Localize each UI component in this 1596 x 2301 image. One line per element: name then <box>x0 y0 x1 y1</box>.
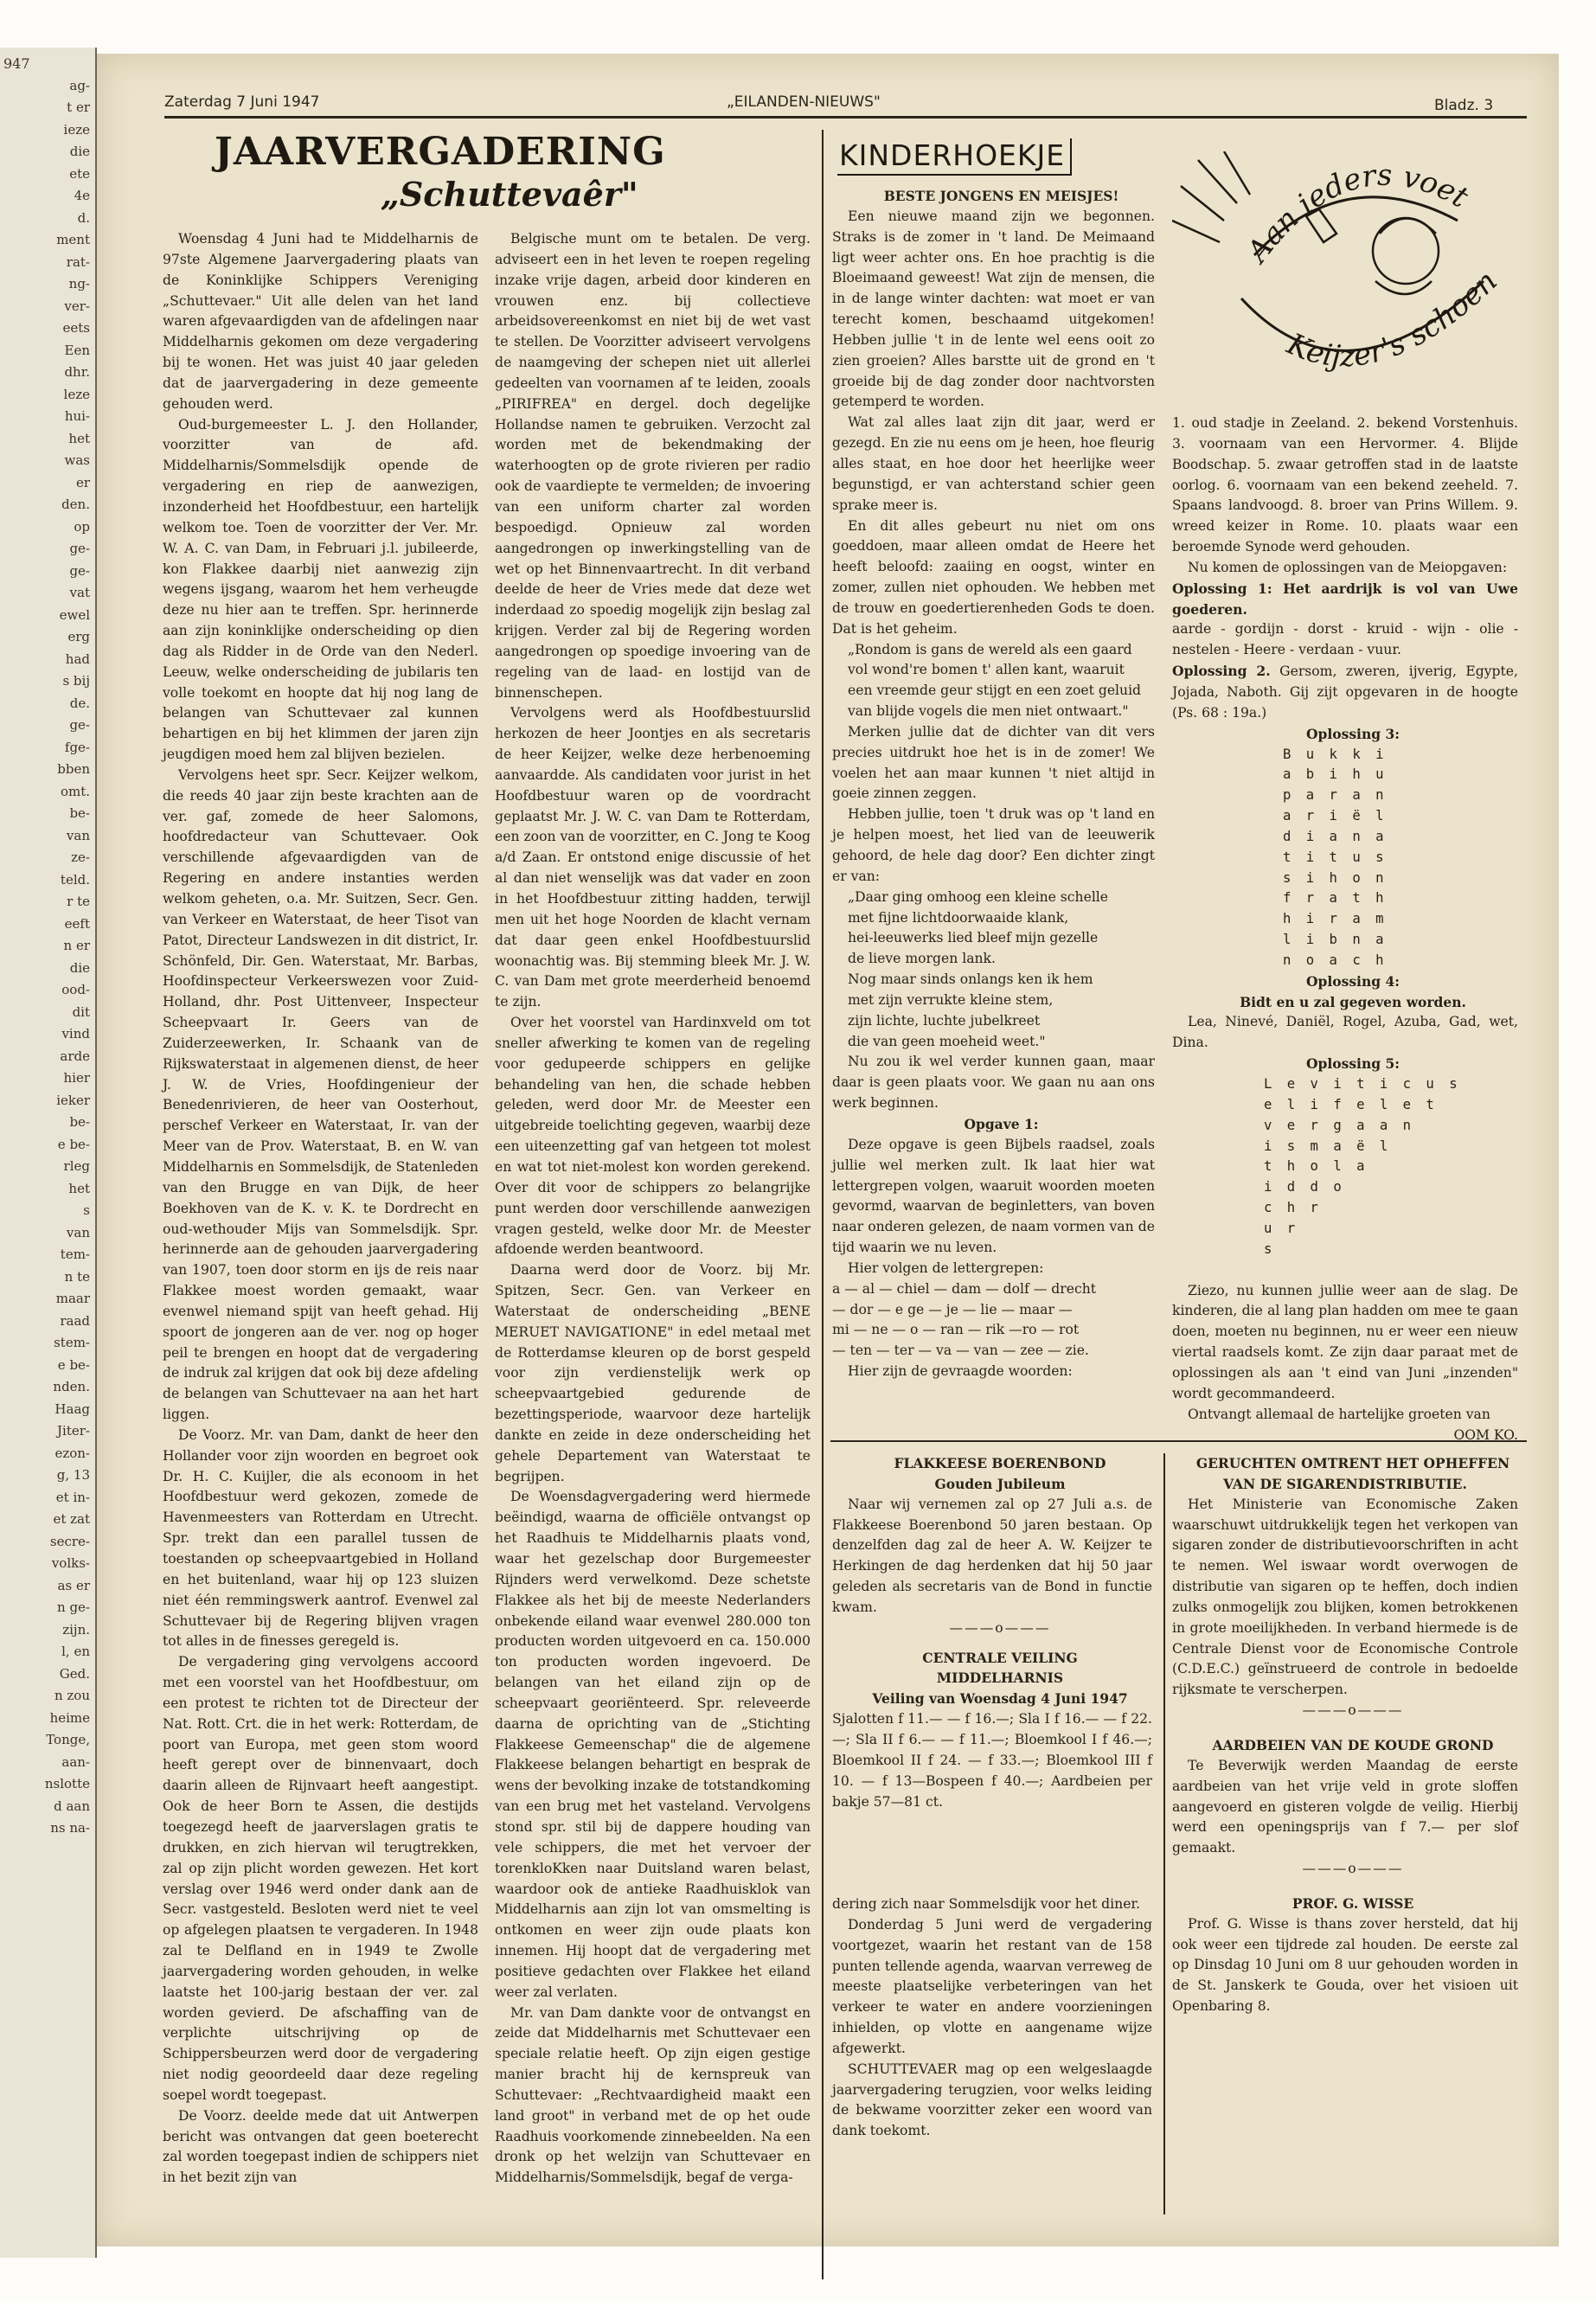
opl5-row: s <box>1264 1240 1276 1257</box>
prev-page-line: tem- <box>60 1247 90 1262</box>
prev-page-line: ag- <box>69 77 90 93</box>
opl1-text: aarde - gordijn - dorst - kruid - wijn - olie - nestelen - Heere - verdaan - vuur. <box>1172 621 1518 658</box>
opl5-title: Oplossing 5: <box>1306 1055 1400 1073</box>
prev-page-line: nden. <box>53 1379 90 1394</box>
flakkeese-title: FLAKKEESE BOERENBOND <box>894 1455 1106 1471</box>
prev-page-line: volks- <box>51 1555 90 1571</box>
veiling-title2: MIDDELHARNIS <box>936 1670 1064 1687</box>
prev-page-line: ng- <box>68 276 90 292</box>
prev-page-line: van <box>66 827 90 843</box>
prev-page-line: die <box>69 959 90 976</box>
prev-page-line: Haag <box>54 1400 90 1417</box>
logo-top-text: Aan ieders voet <box>1240 157 1474 269</box>
prev-page-line: ezon- <box>54 1445 90 1461</box>
col1-p3: Vervolgens heet spr. Secr. Keijzer welkom, die reeds 40 jaar zijn beste krachten aan de ver. gaf, zomede de heer Salomons, hoofdredacteur van Schuttevaer. Ook verschillende afgevaardigden van de Regering en andere instanties werden welkom geheten, o.a. Mr. Suitzen, Secr. Gen. van Verkeer en Waterstaat, de heer Tisot van Patot, Directeur Landswezen in dit district, Ir. Schönfeld, Dir. Gen. Waterstaat, Mr. Barbas, Hoofdinspecteur Verkeerswezen voor Zuid-Holland, dhr. Post Uittenveer, Inspecteur Scheepvaart Ir. Geers van de Zuiderzeewerken, Ir. Schaank van de Rijkswaterstaat in algemenen dienst, de heer J. W. de Vries, Hoofdingenieur der Benedenrivieren, de heer van Oosterhout, perschef Verkeer en Waterstaat, Ir. van der Meer van de Prov. Waterstaat, B. en W. van Middelharnis en Sommelsdijk, de Statenleden van den Brugge en van Dijk, de heer Boekhoven van de K. v. K. te Dordrecht en oud-wethouder Mijs van Sommelsdijk. Spr. herinnerde aan de gehouden jaarvergadering van 1907, toen door storm en ijs de reis naar Flakkee moest worden gemaakt, waar evenwel niemand spijt van heeft gehad. Hij spoort de jongeren aan de ver. nog op hoger peil te brengen en hoopt dat de vergadering de indruk zal krijgen dat ook bij deze afdeling de belangen van Schuttevaer na aan het hart liggen. <box>163 766 478 1423</box>
kinder-p4: Merken jullie dat de dichter van dit vers precies uitdrukt hoe het is in de zomer! We voelen het aan maar kunnen 't niet altijd in goeie zinnen zeggen. <box>832 723 1155 802</box>
prev-page-line: ge- <box>69 717 90 733</box>
kinder-nu: Nu zou ik wel verder kunnen gaan, maar daar is geen plaats voor. We gaan nu aan ons werk beginnen. <box>832 1054 1155 1112</box>
opl4-title: Oplossing 4: <box>1306 972 1400 990</box>
article-title: JAARVERGADERING <box>215 130 666 174</box>
prev-page-line: heime <box>49 1709 90 1726</box>
opl3-row: n o a c h <box>1283 952 1388 968</box>
syllables-4: — ten — ter — va — van — zee — zie. <box>832 1343 1089 1359</box>
prev-page-line: arde <box>60 1048 90 1064</box>
col1-p5: De vergadering ging vervolgens accoord met een voorstel van het Hoofdbestuur, om een protest te richten tot de Directeur der Nat. Rott. Crt. die in het werk: Rotterdam, de poort van Europa, met geen stom woord heeft gerept over de binnenvaart, doch daarin alleen de Rijnvaart heeft aangestipt. Ook de heer Born te Assen, die destijds toegezegd heeft de jaarverslagen gratis te drukken, en zich hiervan wil terugtrekken, zal op zijn plicht worden gewezen. Het kort verslag over 1946 werd onder dank aan de Secr. vastgesteld. Besloten werd niet te veel op afgelegen plaatsen te vergaderen. In 1948 zal te Delfland en in 1949 te Zwolle jaarvergadering worden gehouden, in welke laatste het 100-jarig bestaan der ver. zal worden gevierd. De afschaffing van de verplichte uitschrijving op de Schippersbeurzen werd door de vergadering niet nodig geoordeeld daar deze regeling soepel wordt toegepast. <box>163 1654 478 2103</box>
opl5-row: c h r <box>1264 1200 1322 1216</box>
prev-page-line: d aan <box>54 1798 90 1814</box>
opl4-sub: Bidt en u zal gegeven worden. <box>1240 993 1466 1010</box>
prev-page-line: die <box>69 144 90 159</box>
prev-page-line: r te <box>67 894 90 909</box>
prev-page-line: n zou <box>54 1688 90 1703</box>
prev-page-line: as er <box>57 1577 90 1593</box>
prev-page-line: rat- <box>66 253 90 270</box>
prev-page-line: maar <box>55 1291 90 1306</box>
prev-page-line: Een <box>64 342 90 358</box>
poem2-line3: hei-leeuwerks lied bleef mijn gezelle <box>848 930 1099 946</box>
article-continuation <box>832 1894 1152 2142</box>
prev-page-line: het <box>68 1180 90 1196</box>
previous-page-strip <box>0 48 97 2258</box>
prev-page-line: vat <box>69 585 90 600</box>
poem1-line3: een vreemde geur stijgt en een zoet geluid <box>848 683 1142 699</box>
opl3-row: l i b n a <box>1283 932 1388 948</box>
opgave-text: Deze opgave is geen Bijbels raadsel, zoals jullie wel merken zult. Ik laat hier wat lettergrepen volgen, waaruit woorden moeten gevormd, waarvan de beginletters, van boven naar onderen gelezen, de naam vormen van de tijd waarin we nu leven. <box>832 1136 1155 1256</box>
prev-page-line: n te <box>64 1268 90 1285</box>
kinder-p5: Hebben jullie, toen 't druk was op 't land en je helpen moest, het lied van de leeuwerik gehoord, de hele dag door? Een dichter zingt er van: <box>832 806 1155 884</box>
prev-page-line: eeft <box>64 915 90 932</box>
col2b-p2: Donderdag 5 Juni werd de vergadering voortgezet, waarin het restant van de 158 punten tellende agenda, waarvan verreweg de meeste plaatselijke verbeteringen van het verkeer te water en andere voorzieningen inhielden, op vlotte en aangename wijze afgewerkt. <box>832 1916 1152 2056</box>
col1-p6: De Voorz. deelde mede dat uit Antwerpen bericht was ontvangen dat geen boeterecht zal worden toegepast indien de schippers niet in het bezit zijn van <box>163 2107 478 2186</box>
opl3-row: f r a t h <box>1283 890 1388 907</box>
geruchten-text: Het Ministerie van Economische Zaken waarschuwt uitdrukkelijk tegen het verkopen van sigaren zonder de distributievoorschriften in acht te nemen. Wel iswaar wordt overwogen de distributie van sigaren op te heffen, doch indien zulks onmogelijk zou blijken, komen betrokkenen in grote moeilijkheden. In verband hiermede is de Centrale Dienst voor de Economische Controle (C.D.E.C.) geïnstrueerd de controle in bedoelde rijksmate te verscherpen. <box>1172 1496 1518 1698</box>
prev-page-line: et in- <box>55 1489 90 1505</box>
opl5-row: i s m a ë l <box>1264 1138 1392 1154</box>
prev-page-line: d. <box>77 209 90 226</box>
lower-left-column <box>832 1453 1152 1812</box>
prev-page-line: fge- <box>64 739 90 755</box>
prev-page-line: n er <box>63 938 90 953</box>
opl5-row: t h o l a <box>1264 1158 1368 1175</box>
prev-page-line: leze <box>63 386 90 402</box>
col2-p2: Vervolgens werd als Hoofdbestuurslid herkozen de heer Joontjes en als secretaris de heer Keijzer, welke deze herbenoeming aanvaardde. Als candidaten voor jurist in het Hoofdbestuur waren op de voordracht geplaatst Mr. J. W. C. van Dam te Rotterdam, een zoon van de voorzitter, en C. Jong te Koog a/d Zaan. Er ontstond enige discussie of het al dan niet wenselijk was dat vader en zoon in het Hoofdbestuur zitting hadden, terwijl men uit het hoge Noorden de klacht vernam dat daar geen enkel Hoofdbestuurslid woonachtig was. Bij stemming bleek Mr. J. W. C. van Dam met grote meerderheid benoemd te zijn. <box>495 705 811 1010</box>
prev-page-line: raad <box>60 1312 90 1329</box>
syllables-1: a — al — chiel — dam — dolf — drecht <box>832 1280 1096 1297</box>
prev-page-line: vind <box>61 1026 90 1042</box>
header-paper-name: „EILANDEN-NIEUWS" <box>727 93 881 111</box>
opl4-text: Lea, Ninevé, Daniël, Rogel, Azuba, Gad, wet, Dina. <box>1172 1014 1518 1051</box>
prev-page-lines <box>0 75 95 1840</box>
column-rule-3 <box>1163 1453 1165 2214</box>
opl5-row: e l i f e l e t <box>1264 1096 1438 1112</box>
prev-page-line: et zat <box>53 1511 90 1527</box>
lower-right-column <box>1172 1453 1518 2017</box>
col2-p3: Over het voorstel van Hardinxveld om tot sneller afwerking te komen van de regeling voor gedupeerde schippers en gelijke behandeling van hen, die schade hebben geleden, werd door Mr. de Meester een uitgebreide toelichting gegeven, waarbij deze een uiteenzetting gaf van hetgeen tot molest en wat tot niet-molest kon worden gerekend. Over dit voor de schippers zo belangrijke punt werden door verschillende aanwezigen vragen gesteld, welke door Mr. de Meester afdoende werden beantwoord. <box>495 1015 811 1258</box>
prev-page-line: ze- <box>71 849 90 865</box>
prev-page-line: ge- <box>69 541 90 556</box>
prev-page-line: ood- <box>61 982 90 997</box>
kinderhoekje-column-right <box>1172 413 1518 1445</box>
prev-page-line: dhr. <box>64 364 90 380</box>
poem2-line8: die van geen moeheid weet." <box>848 1033 1046 1049</box>
prev-page-line: ieker <box>56 1092 90 1108</box>
poem2-line7: zijn lichte, luchte jubelkreet <box>848 1012 1041 1029</box>
flakkeese-text: Naar wij vernemen zal op 27 Juli a.s. de Flakkeese Boerenbond 50 jaren bestaan. Op denzelfden dag zal de heer A. W. Keijzer te Herkingen de dag herdenken dat hij 50 jaar geleden als secretaris van de Bond in functie kwam. <box>832 1496 1152 1615</box>
prev-page-line: hui- <box>64 408 90 424</box>
prev-page-line: op <box>74 518 90 535</box>
poem2-line2: met fijne lichtdoorwaaide klank, <box>848 909 1069 926</box>
syllables-3: mi — ne — o — ran — rik —ro — rot <box>832 1322 1080 1338</box>
poem2-line5: Nog maar sinds onlangs ken ik hem <box>848 971 1093 988</box>
flakkeese-sep: ———o——— <box>949 1619 1051 1636</box>
prev-page-line: s <box>83 1202 90 1218</box>
wisse-text: Prof. G. Wisse is thans zover hersteld, dat hij ook weer een tijdrede zal houden. De eerste zal op Dinsdag 10 Juni om 8 uur gehouden worden in de St. Janskerk te Gouda, over het visioen uit Openbaring 8. <box>1172 1915 1518 2015</box>
prev-page-line: den. <box>61 497 90 512</box>
prev-page-line: e be- <box>57 1136 90 1152</box>
geruchten-title: GERUCHTEN OMTRENT HET OPHEFFEN VAN DE SIGARENDISTRIBUTIE. <box>1195 1455 1510 1492</box>
aardbeien-sep: ———o——— <box>1302 1861 1404 1877</box>
poem2-line6: met zijn verrukte kleine stem, <box>848 991 1054 1008</box>
prev-page-line: rleg <box>63 1158 90 1174</box>
opl3-row: p a r a n <box>1283 787 1388 804</box>
opl3-title: Oplossing 3: <box>1306 725 1400 742</box>
opl5-grid <box>1172 1074 1518 1260</box>
syllables-2: — dor — e ge — je — lie — maar — <box>832 1301 1073 1317</box>
kinder-p2: Wat zal alles laat zijn dit jaar, werd er gezegd. En zie nu eens om je heen, hoe fleurig alles staat, en hoe door het heerlijke weer begunstigd, er van achterstand schier geen sprake meer is. <box>832 414 1155 513</box>
prev-page-line: het <box>68 430 90 446</box>
poem2-line1: „Daar ging omhoog een kleine schelle <box>848 888 1109 905</box>
signature: OOM KO. <box>1453 1426 1518 1443</box>
col1-p2: Oud-burgemeester L. J. den Hollander, voorzitter van de afd. Middelharnis/Sommelsdijk opende de vergadering en riep de aanwezigen, inzonderheid het Hoofdbestuur, een hartelijk welkom toe. Toen de voorzitter der Ver. Mr. W. A. C. van Dam, in Februari j.l. jubileerde, kon Flakkee daarbij niet aanwezig zijn wegens ijsgang, waarom het hem verheugde deze nu hier aan te treffen. Spr. herinnerde aan zijn koninklijke onderscheiding op dien dag als Ridder in de Orde van den Nederl. Leeuw, welke onderscheiding de jubilaris ten volle toekomt en hoopte dat hij nog lang de belangen van Schuttevaer zal kunnen behartigen en bij het klimmen der jaren zijn jeugdigen moed hem zal blijven bezielen. <box>163 416 478 763</box>
kinder-heading: BESTE JONGENS EN MEISJES! <box>883 188 1119 204</box>
prev-page-line: ieze <box>63 121 90 138</box>
prev-page-line: n ge- <box>57 1599 90 1615</box>
kinder-p1: Een nieuwe maand zijn we begonnen. Straks is de zomer in 't land. De Meimaand ligt weer achter ons. En hoe prachtig is die Bloeimaand geweest! Wat zijn de mensen, die in de lange winter dachten: wat moet er van terecht komen, beschaamd uitgekomen! Hebben jullie 't in de lente wel eens ooit zo zien groeien? Alles barstte uit de grond en 't groeide bij de dag zonder door nachtvorsten getemperd te worden. <box>832 208 1155 410</box>
hier-volgen: Hier volgen de lettergrepen: <box>848 1259 1044 1276</box>
prev-page-line: zijn. <box>62 1621 90 1638</box>
prev-page-line: omt. <box>60 783 90 799</box>
poem1-line2: vol wond're bomen t' allen kant, waaruit <box>848 662 1125 678</box>
opl3-grid <box>1172 745 1518 971</box>
prev-page-line: was <box>64 452 90 468</box>
wisse-title: PROF. G. WISSE <box>1292 1894 1414 1912</box>
syllables-5: Hier zijn de gevraagde woorden: <box>848 1363 1073 1380</box>
opl3-row: a b i h u <box>1283 766 1388 783</box>
prev-page-line: bben <box>57 761 90 777</box>
col2-p6: Mr. van Dam dankte voor de ontvangst en zeide dat Middelharnis met Schuttevaer een speciale relatie heeft. Op zijn eigen gestige manier bracht hij de kernspreuk van Schuttevaer: „Rechtvaardigheid maakt een land groot" in verband met de op het oude Raadhuis voorkomende zinnebeelden. Na een dronk op het welzijn van Schuttevaer en Middelharnis/Sommelsdijk, begaf de verga- <box>495 2004 811 2186</box>
prev-page-line: van <box>66 1224 90 1240</box>
opl3-row: t i t u s <box>1283 849 1388 865</box>
aardbeien-text: Te Beverwijk werden Maandag de eerste aardbeien van het vrije veld in grote sloffen aangevoerd en gisteren volgde de veilig. Hierbij werd een openingsprijs van f 7.— per slof gemaakt. <box>1172 1757 1518 1856</box>
prev-page-line: Ged. <box>59 1665 90 1682</box>
opl5-row: L e v i t i c u s <box>1264 1076 1461 1092</box>
opl2-title: Oplossing 2. <box>1172 663 1271 680</box>
prev-page-line: ete <box>69 165 90 182</box>
opl2-text: Gersom, zweren, ijverig, Egypte, Jojada, Naboth. Gij zijt opgevaren in de hoogte (Ps. 68 : 19a.) <box>1172 663 1518 721</box>
flakkeese-subtitle: Gouden Jubileum <box>934 1475 1066 1492</box>
keijzer-logo <box>1172 151 1518 402</box>
article-column-1 <box>163 229 478 2189</box>
prev-page-line: Jiter- <box>57 1423 90 1439</box>
opl5-row: i d d o <box>1264 1179 1345 1195</box>
column-rule-1 <box>822 130 824 2279</box>
prev-page-line: g, 13 <box>56 1467 90 1483</box>
opl3-row: s i h o n <box>1283 869 1388 886</box>
kinderhoekje-column-left <box>832 186 1155 1382</box>
prev-page-line: dit <box>72 1003 90 1020</box>
oplossingen-intro: Nu komen de oplossingen van de Meiopgaven: <box>1188 559 1508 575</box>
veiling-date: Veiling van Woensdag 4 Juni 1947 <box>872 1690 1128 1708</box>
col2b-p3: SCHUTTEVAER mag op een welgeslaagde jaarvergadering terugzien, voor welks leiding de bekwame voorzitter zeker een woord van dank toekomt. <box>832 2061 1152 2139</box>
prev-page-line: er <box>75 474 90 490</box>
prev-page-line: ment <box>56 232 90 247</box>
poem1-line1: „Rondom is gans de wereld als een gaard <box>848 641 1132 657</box>
col2-p1: Belgische munt om te betalen. De verg. adviseert een in het leven te roepen regeling inzake vrije dagen, arbeid door kinderen en vrouwen enz. bij collectieve arbeidsovereenkomst en niet bij de wet vast te stellen. De Voorzitter adviseert vervolgens de naamgeving der schepen niet uit allerlei gedeelten van voornamen af te leiden, zooals „PIRIFREA" en dergel. doch degelijke Hollandse namen te gebruiken. Verzocht zal worden met de bekendmaking der waterhoogten op de grote rivieren per radio ook de vaardiepte te vermelden; de invoering van een uniform charter zal worden bespoedigd. Opnieuw zal worden aangedrongen op inwerkingstelling van de wet op het Binnenvaartrecht. In dit verband deelde de heer de Vries mede dat deze wet inderdaad zo spoedig mogelijk zijn beslag zal krijgen. Verder zal bij de Regering worden aangedrongen op spoedige invoering van de regeling van de laad- en lostijd van de binnenschepen. <box>495 231 811 701</box>
prev-page-line: t er <box>67 99 90 115</box>
prev-page-line: ge- <box>69 562 90 579</box>
closing-1: Ziezo, nu kunnen jullie weer aan de slag. De kinderen, die al lang plan hadden om mee te gaan doen, moeten nu beginnen, nu er weer een nieuw viertal raadsels komt. Ze zijn daar paraat met de oplossingen als aan 't eind van Juni „inzenden" wordt gecommandeerd. <box>1172 1282 1518 1401</box>
header-date: Zaterdag 7 Juni 1947 <box>164 93 320 111</box>
prev-page-line: erg <box>67 629 90 644</box>
prev-page-line: nslotte <box>44 1776 90 1791</box>
kinderhoekje-title: KINDERHOEKJE <box>837 138 1072 176</box>
prev-page-line: stem- <box>54 1335 90 1350</box>
veiling-text: Sjalotten f 11.— — f 16.—; Sla I f 16.— — f 22.—; Sla II f 6.— — f 11.—; Bloemkool I f 46.—; Bloemkool II f 24. — f 33.—; Bloemkool III f 10. — f 13—Bospeen f 40.—; Aardbeien per bakje 57—81 ct. <box>832 1711 1152 1810</box>
prev-page-line: ns na- <box>50 1820 90 1836</box>
prev-year: 947 <box>3 55 30 72</box>
opl3-row: d i a n a <box>1283 828 1388 844</box>
header-page-number: Bladz. 3 <box>1434 97 1494 114</box>
prev-page-line: teld. <box>60 871 90 888</box>
opl5-row: u r <box>1264 1220 1299 1236</box>
answers-list: 1. oud stadje in Zeeland. 2. bekend Vorstenhuis. 3. voornaam van een Hervormer. 4. Blijde Boodschap. 5. zwaar getroffen stad in de laatste oorlog. 6. voornaam van een bekend zeeheld. 7. Spaans landvoogd. 8. broer van Prins Willem. 9. wreed keizer in Rome. 10. plaats waar een beroemde Synode werd gehouden. <box>1172 415 1518 555</box>
opl5-row: v e r g a a n <box>1264 1117 1415 1133</box>
prev-page-line: Tonge, <box>46 1732 90 1747</box>
prev-page-line: s bij <box>62 673 90 689</box>
poem1-line4: van blijde vogels die men niet ontwaart." <box>848 703 1129 720</box>
col2-p5: De Woensdagvergadering werd hiermede beëindigd, waarna de officiële ontvangst op het Raadhuis te Middelharnis plaats vond, waar het gezelschap door Burgemeester Rijnders werd verwelkomd. Deze schetste Flakkee als het bij de meeste Nederlanders onbekende eiland waar evenwel 280.000 ton producten worden uitgevoerd en ca. 150.000 ton producten worden ingevoerd. De belangen van het eiland zijn op de scheepvaart georiënteerd. Spr. releveerde daarna de oprichting van de „Stichting Flakkeese Gemeenschap" die de algemene Flakkeese belangen behartigt en besprak de wens der bevolking inzake de totstandkoming van een brug met het vasteland. Vervolgens stond spr. stil bij de dappere houding van vele schippers, die met het vervoer der torenkloKken naar Duitsland waren belast, waardoor ook de antieke Raadhuisklok van Middelharnis aan zijn lot van omsmelting is ontkomen en weer zijn oude plaats kon innemen. Hij hoopt dat de vergadering met positieve gedachten over Flakkee het eiland weer zal verlaten. <box>495 1489 811 2000</box>
prev-page-line: ver- <box>64 298 90 314</box>
opl1-title: Oplossing 1: Het aardrijk is vol van Uwe goederen. <box>1172 580 1518 618</box>
prev-page-line: de. <box>69 695 90 711</box>
closing-2: Ontvangt allemaal de hartelijke groeten van <box>1188 1406 1490 1422</box>
veiling-title: CENTRALE VEILING <box>922 1649 1078 1666</box>
prev-page-line: had <box>65 651 90 667</box>
prev-page-line: hier <box>63 1070 90 1086</box>
prev-page-line: l, en <box>61 1644 90 1659</box>
poem2-line4: de lieve morgen lank. <box>848 951 996 967</box>
article-column-2 <box>495 229 811 2189</box>
opl3-row: a r i ë l <box>1283 808 1388 824</box>
opl3-row: B u k k i <box>1283 746 1388 762</box>
kinder-p3: En dit alles gebeurt nu niet om ons goeddoen, maar alleen omdat de Heere het heeft beloofd: zaaiing en oogst, winter en zomer, zullen niet ophouden. We hebben met de trouw en goedertierenheden Gods te doen. Dat is het geheim. <box>832 517 1155 637</box>
opl3-row: h i r a m <box>1283 911 1388 927</box>
article-subtitle: „Schuttevaêr" <box>381 175 638 214</box>
prev-page-line: eets <box>62 320 90 336</box>
geruchten-sep: ———o——— <box>1302 1702 1404 1719</box>
col2-p4: Daarna werd door de Voorz. bij Mr. Spitzen, Secr. Gen. van Verkeer en Waterstaat de onderscheiding „BENE MERUET NAVIGATIONE" in edel metaal met de Rotterdamse kleuren op de borst gespeld voor zijn verdienstelijk werk op scheepvaartgebied gedurende de bezettingsperiode, waarvoor deze hartelijk dankte en zeide in deze onderscheiding het gehele Departement van Waterstaat te begrijpen. <box>495 1262 811 1484</box>
prev-page-line: e be- <box>57 1356 90 1373</box>
prev-page-line: 4e <box>74 188 90 203</box>
opgave-title: Opgave 1: <box>964 1115 1039 1132</box>
prev-page-line: ewel <box>59 606 90 623</box>
aardbeien-title: AARDBEIEN VAN DE KOUDE GROND <box>1212 1736 1494 1753</box>
header-rule <box>164 116 1527 119</box>
col1-p4: De Voorz. Mr. van Dam, dankt de heer den Hollander voor zijn woorden en begroet ook Dr. H. C. Kuijler, die als econoom in het Hoofdbestuur werd gekozen, zomede de Havenmeesters van Rotterdam en Utrecht. Spr. trekt dan een parallel tussen de toestanden op scheepvaartgebied in Holland en het buitenland, waar hij op 123 sluizen niet één remmingswerk aantrof. Evenwel zal Schuttevaer bij de Regering blijven vragen tot alles in de finesses geregeld is. <box>163 1426 478 1650</box>
prev-page-line: aan- <box>61 1753 90 1770</box>
col2b-p1: dering zich naar Sommelsdijk voor het diner. <box>832 1896 1141 1912</box>
logo-bottom-text: Keijzer's schoen <box>1282 264 1504 375</box>
prev-page-line: secre- <box>49 1533 90 1549</box>
col1-p1: Woensdag 4 Juni had te Middelharnis de 97ste Algemene Jaarvergadering plaats van de Koninklijke Schippers Vereniging „Schuttevaer." Uit alle delen van het land waren afgevaardigden van de afdelingen naar Middelharnis gekomen om deze vergadering bij te wonen. Het was juist 40 jaar geleden dat de jaarvergadering in deze gemeente gehouden werd. <box>163 231 478 412</box>
prev-page-line: be- <box>69 805 90 821</box>
prev-page-line: be- <box>69 1114 90 1130</box>
